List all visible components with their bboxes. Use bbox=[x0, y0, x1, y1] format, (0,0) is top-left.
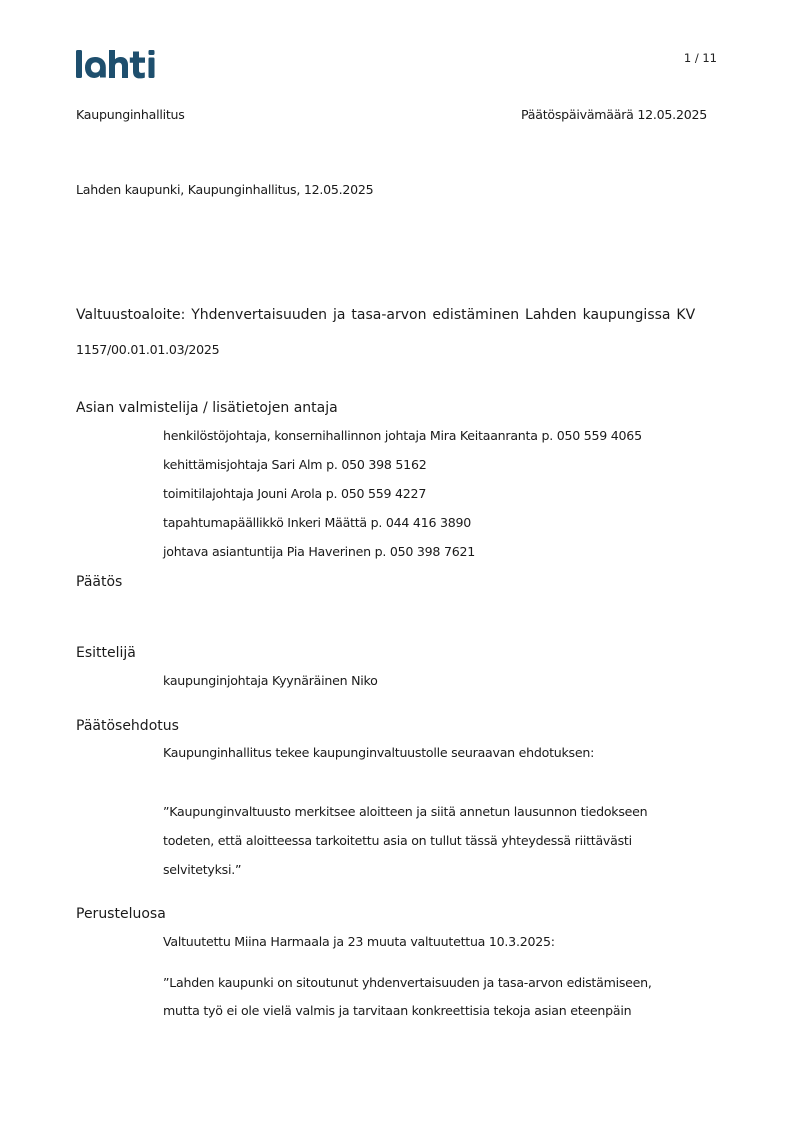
grounds-quote-line: mutta työ ei ole vielä valmis ja tarvitaan konkreettisia tekoja asian eteenpäin bbox=[163, 1003, 632, 1018]
proposal-quote-line: todeten, että aloitteessa tarkoitettu asia on tullut tässä yhteydessä riittävästi bbox=[163, 833, 632, 848]
preparer-item: johtava asiantuntija Pia Haverinen p. 050 398 7621 bbox=[163, 544, 475, 559]
lahti-logo bbox=[75, 47, 167, 81]
preparers-heading: Asian valmistelija / lisätietojen antaja bbox=[76, 400, 338, 416]
proposal-quote-line: selvitetyksi.” bbox=[163, 862, 242, 877]
page-number: 1 / 11 bbox=[683, 51, 717, 65]
document-title: Valtuustoaloite: Yhdenvertaisuuden ja tasa-arvon edistäminen Lahden kaupungissa KV bbox=[76, 307, 696, 323]
document-title-id: 1157/00.01.01.03/2025 bbox=[76, 342, 220, 357]
preparer-item: toimitilajohtaja Jouni Arola p. 050 559 4227 bbox=[163, 486, 427, 501]
preparer-item: henkilöstöjohtaja, konsernihallinnon johtaja Mira Keitaanranta p. 050 559 4065 bbox=[163, 428, 642, 443]
decision-heading: Päätös bbox=[76, 574, 123, 590]
proposal-quote-line: ”Kaupunginvaltuusto merkitsee aloitteen ja siitä annetun lausunnon tiedokseen bbox=[163, 804, 648, 819]
origin-line: Lahden kaupunki, Kaupunginhallitus, 12.05.2025 bbox=[76, 182, 374, 197]
preparer-item: kehittämisjohtaja Sari Alm p. 050 398 5162 bbox=[163, 457, 427, 472]
presenter-heading: Esittelijä bbox=[76, 645, 136, 661]
grounds-intro: Valtuutettu Miina Harmaala ja 23 muuta valtuutettua 10.3.2025: bbox=[163, 934, 555, 949]
presenter-name: kaupunginjohtaja Kyynäräinen Niko bbox=[163, 673, 378, 688]
proposal-intro: Kaupunginhallitus tekee kaupunginvaltuustolle seuraavan ehdotuksen: bbox=[163, 745, 595, 760]
decision-date: Päätöspäivämäärä 12.05.2025 bbox=[520, 107, 707, 122]
body-name: Kaupunginhallitus bbox=[76, 107, 185, 122]
proposal-heading: Päätösehdotus bbox=[76, 718, 179, 734]
grounds-heading: Perusteluosa bbox=[76, 906, 166, 922]
grounds-quote-line: ”Lahden kaupunki on sitoutunut yhdenvertaisuuden ja tasa-arvon edistämiseen, bbox=[163, 975, 652, 990]
preparer-item: tapahtumapäällikkö Inkeri Määttä p. 044 416 3890 bbox=[163, 515, 472, 530]
